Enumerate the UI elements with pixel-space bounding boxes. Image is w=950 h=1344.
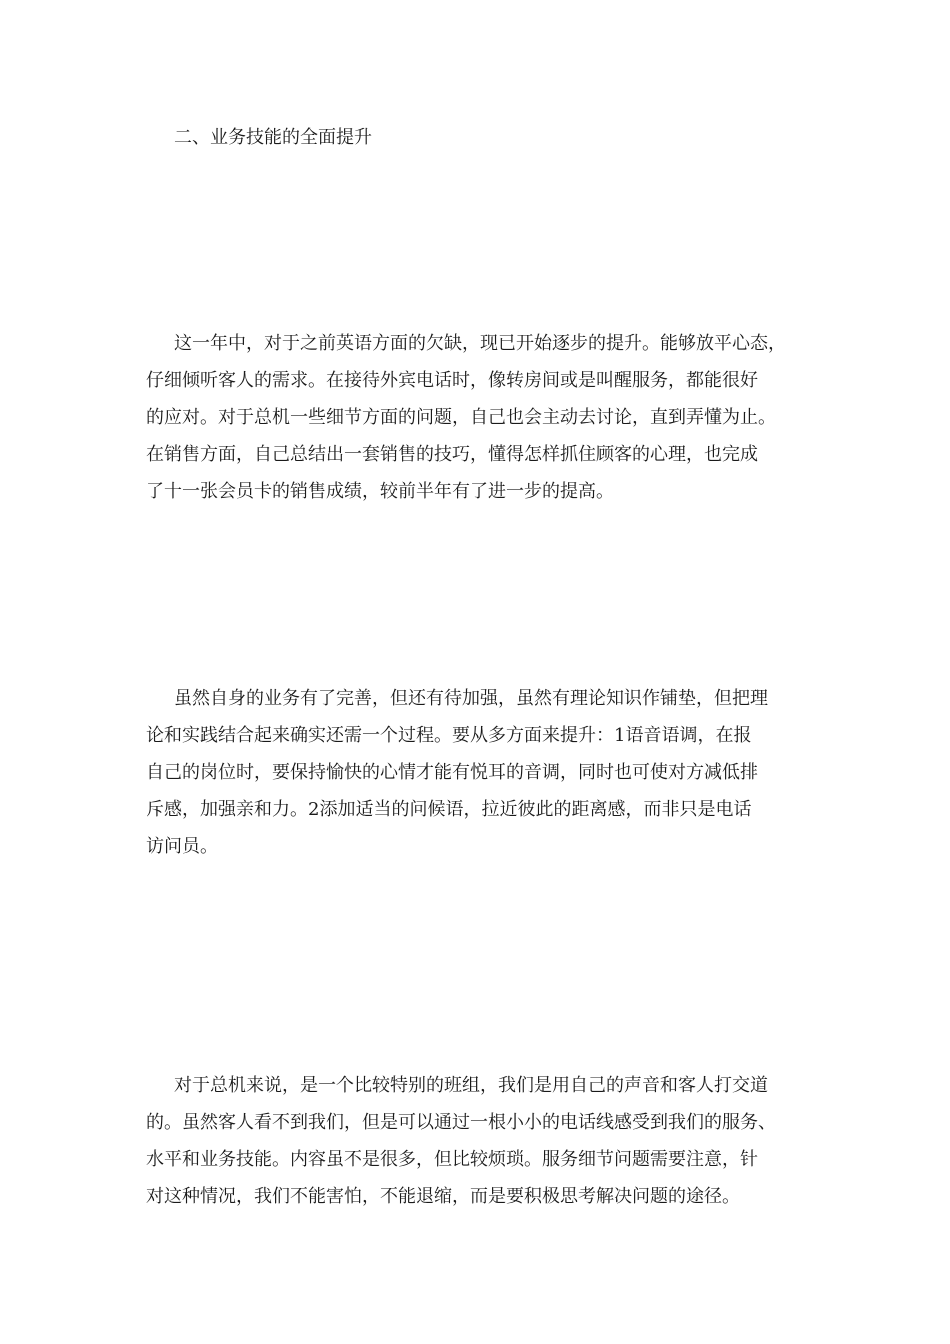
- paragraph-line: 的应对。对于总机一些细节方面的问题，自己也会主动去讨论，直到弄懂为止。: [146, 407, 776, 428]
- paragraph-line: 对这种情况，我们不能害怕，不能退缩，而是要积极思考解决问题的途径。: [146, 1186, 740, 1207]
- paragraph-line: 的。虽然客人看不到我们，但是可以通过一根小小的电话线感受到我们的服务、: [146, 1112, 776, 1133]
- paragraph-english-and-sales: [146, 325, 826, 510]
- paragraph-line: 了十一张会员卡的销售成绩，较前半年有了进一步的提高。: [146, 481, 614, 502]
- paragraph-line: 仔细倾听客人的需求。在接待外宾电话时，像转房间或是叫醒服务，都能很好: [146, 370, 758, 391]
- paragraph-line: 这一年中，对于之前英语方面的欠缺，现已开始逐步的提升。能够放平心态，: [174, 333, 786, 354]
- section-heading: 二、业务技能的全面提升: [174, 127, 372, 148]
- paragraph-line: 斥感，加强亲和力。2添加适当的问候语，拉近彼此的距离感，而非只是电话: [146, 799, 752, 820]
- paragraph-switchboard-role: [146, 1067, 826, 1215]
- paragraph-line: 虽然自身的业务有了完善，但还有待加强，虽然有理论知识作铺垫，但把理: [174, 688, 768, 709]
- paragraph-line: 自己的岗位时，要保持愉快的心情才能有悦耳的音调，同时也可使对方减低排: [146, 762, 758, 783]
- paragraph-line: 论和实践结合起来确实还需一个过程。要从多方面来提升：1语音语调，在报: [146, 725, 752, 746]
- paragraph-line: 在销售方面，自己总结出一套销售的技巧，懂得怎样抓住顾客的心理，也完成: [146, 444, 758, 465]
- paragraph-improvement-areas: [146, 680, 826, 865]
- paragraph-line: 对于总机来说，是一个比较特别的班组，我们是用自己的声音和客人打交道: [174, 1075, 768, 1096]
- paragraph-line: 访问员。: [146, 836, 218, 857]
- paragraph-line: 水平和业务技能。内容虽不是很多，但比较烦琐。服务细节问题需要注意，针: [146, 1149, 758, 1170]
